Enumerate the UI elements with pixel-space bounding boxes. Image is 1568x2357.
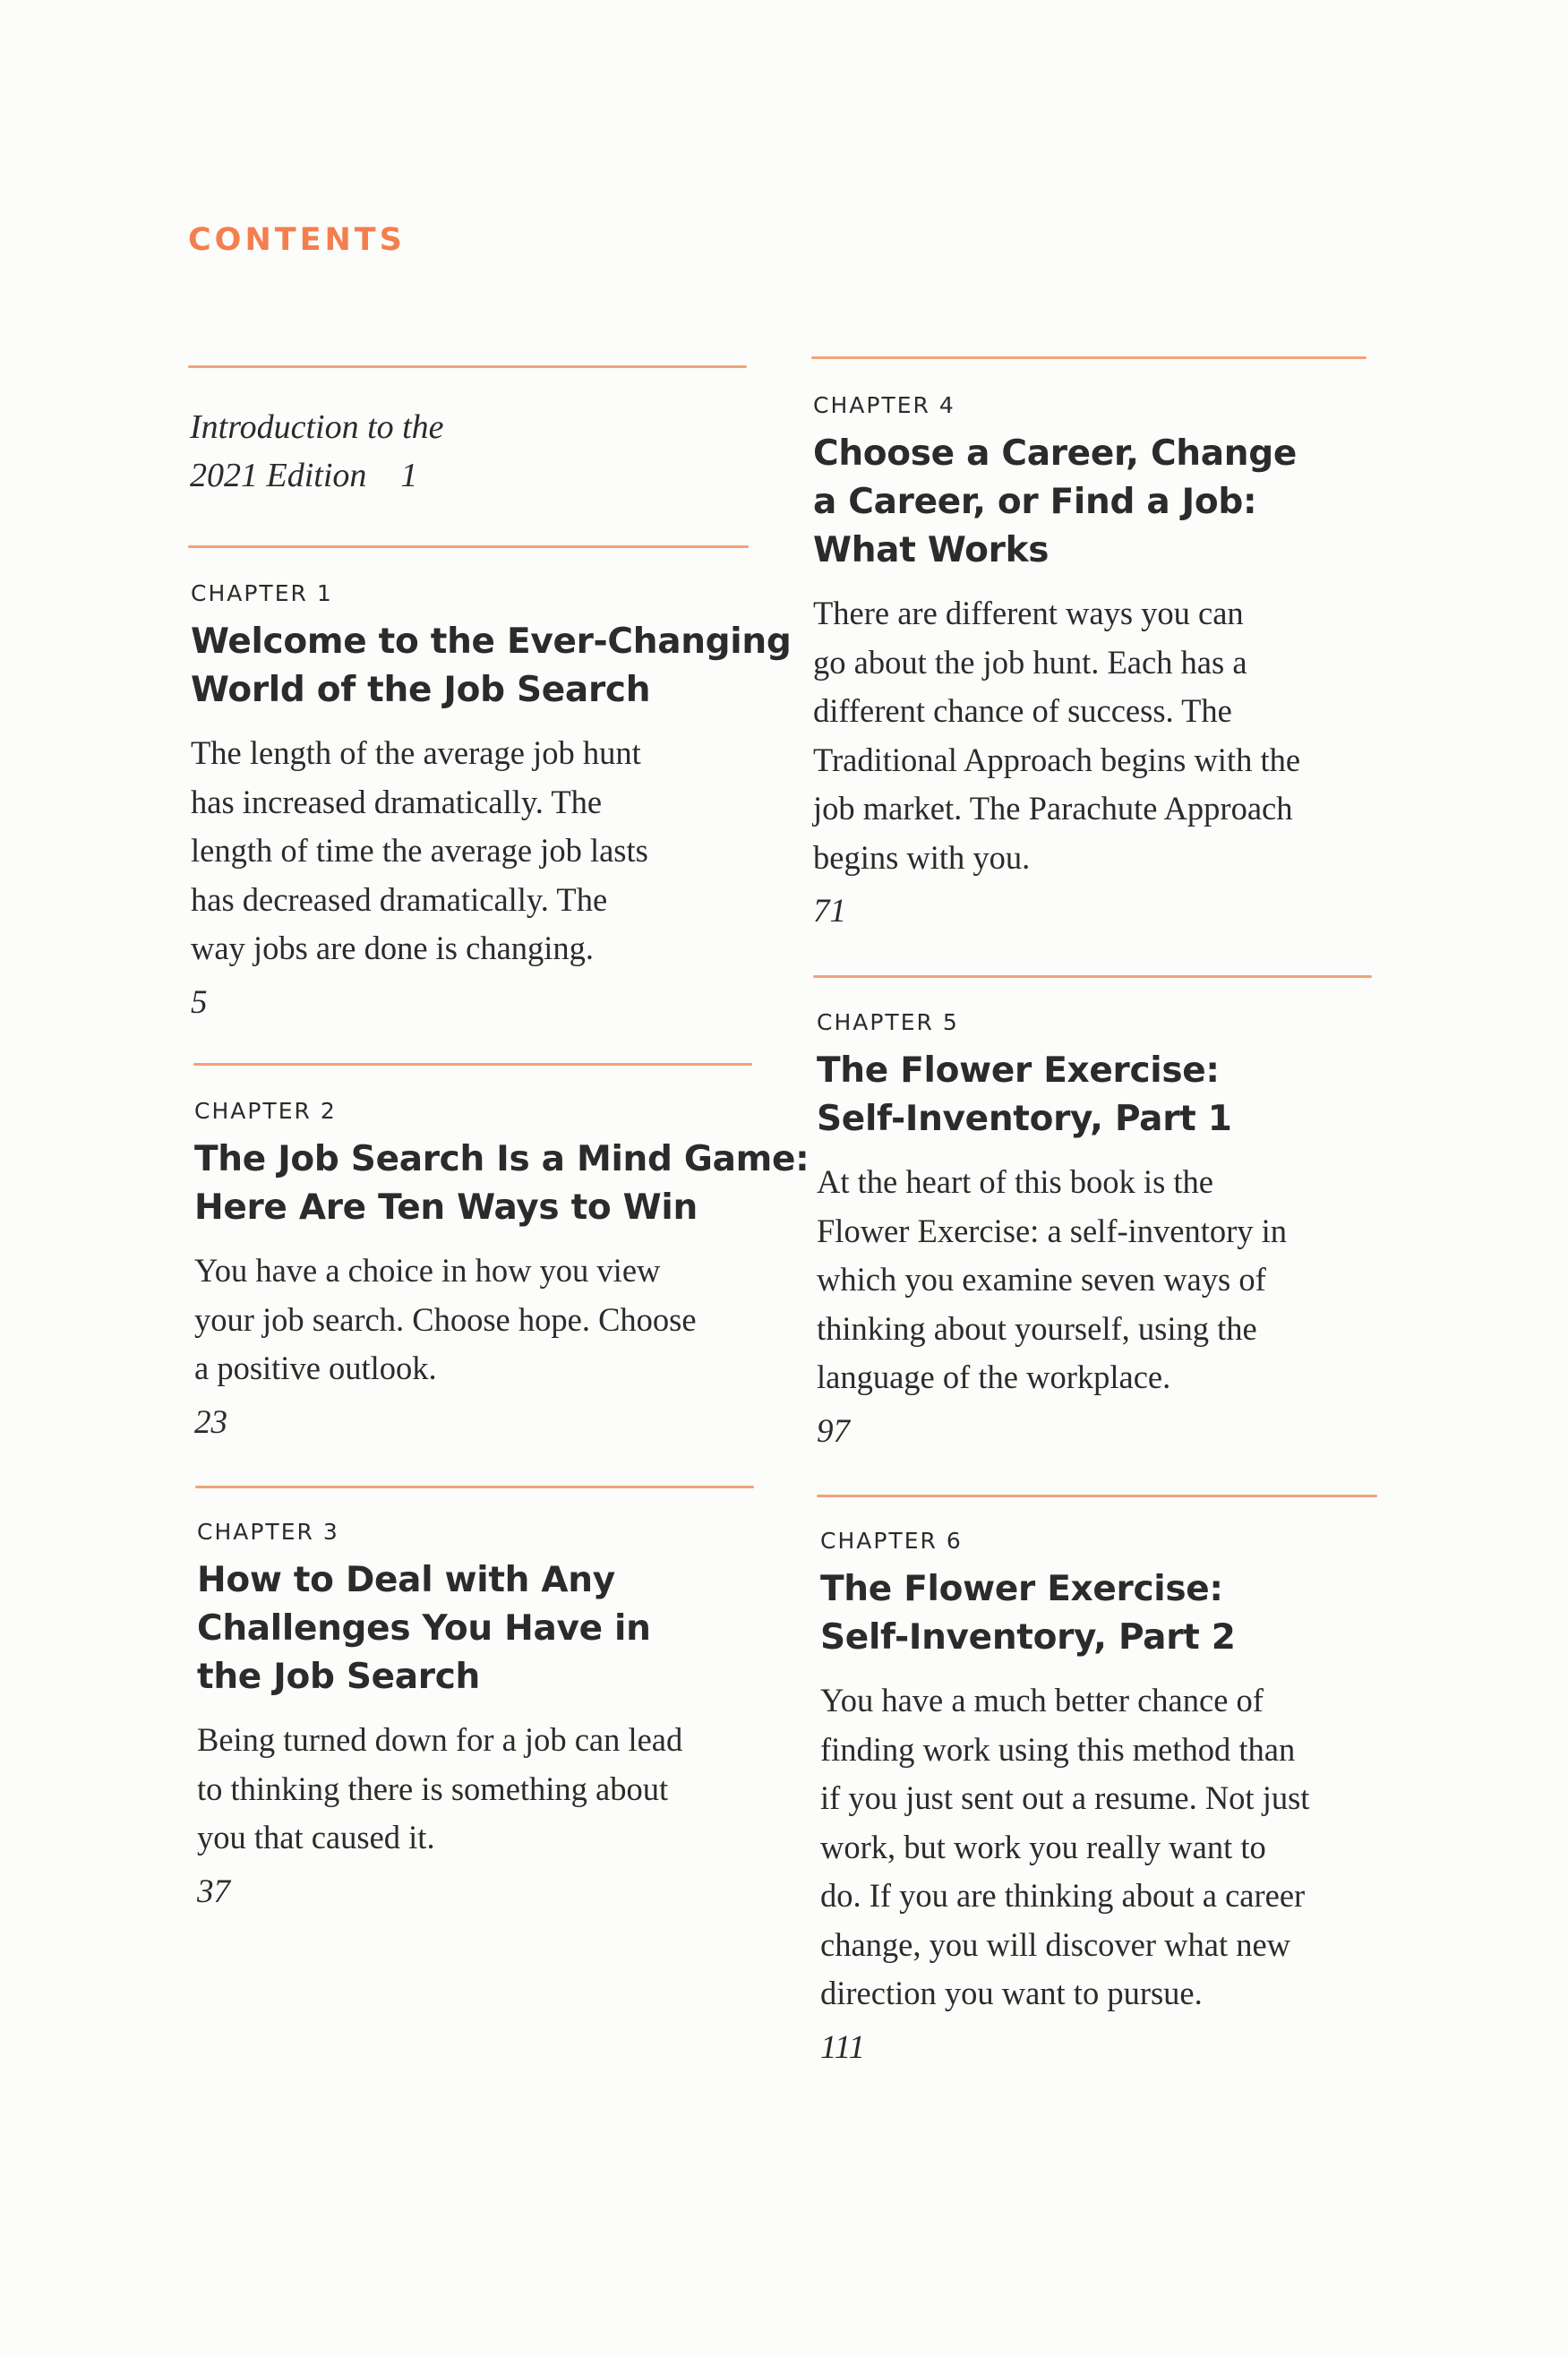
chapter-summary-line: way jobs are done is changing.	[191, 930, 595, 966]
chapter-title-line: How to Deal with Any	[197, 1560, 615, 1600]
chapter-title-line: Welcome to the Ever-Changing	[191, 621, 792, 662]
chapter-summary-line: There are different ways you can	[813, 595, 1244, 631]
toc-entry-chapter-6[interactable]	[820, 1528, 1393, 2072]
chapter-summary-line: has decreased dramatically. The	[191, 880, 608, 918]
chapter-label: CHAPTER 6	[820, 1528, 963, 1554]
chapter-summary-line: thinking about yourself, using the	[817, 1309, 1257, 1347]
chapter-summary	[197, 1716, 770, 1863]
chapter-page-number: 23	[194, 1403, 227, 1441]
chapter-summary	[817, 1158, 1390, 1402]
chapter-summary-line: Traditional Approach begins with the	[813, 741, 1301, 778]
chapter-title	[820, 1565, 1393, 1662]
toc-entry-chapter-1[interactable]	[191, 580, 792, 1027]
chapter-summary-line: language of the workplace.	[817, 1358, 1171, 1395]
chapter-title-line: The Flower Exercise:	[820, 1569, 1223, 1609]
chapter-summary-line: length of time the average job lasts	[191, 832, 648, 869]
chapter-title-line: a Career, or Find a Job:	[813, 482, 1257, 522]
chapter-summary-line: job market. The Parachute Approach	[813, 790, 1293, 827]
chapter-title	[817, 1047, 1390, 1144]
chapter-page-number: 71	[813, 893, 846, 930]
chapter-summary-line: you that caused it.	[197, 1819, 435, 1856]
chapter-summary-line: different chance of success. The	[813, 692, 1232, 729]
chapter-summary-line: a positive outlook.	[194, 1350, 437, 1386]
chapter-summary-line: if you just sent out a resume. Not just	[820, 1779, 1310, 1816]
intro-title-line-1: Introduction to the	[190, 408, 444, 446]
toc-entry-chapter-2[interactable]	[194, 1098, 810, 1447]
chapter-title	[194, 1136, 810, 1232]
divider	[193, 1063, 752, 1066]
chapter-summary-line: which you examine seven ways of	[817, 1261, 1266, 1298]
chapter-summary-line: begins with you.	[813, 838, 1031, 876]
chapter-title-line: Self-Inventory, Part 1	[817, 1099, 1232, 1139]
chapter-summary-line: change, you will discover what new	[820, 1925, 1291, 1963]
chapter-summary-line: your job search. Choose hope. Choose	[194, 1300, 697, 1338]
chapter-summary-line: You have a choice in how you view	[194, 1252, 661, 1289]
contents-heading: CONTENTS	[188, 222, 406, 258]
chapter-label: CHAPTER 4	[813, 392, 955, 418]
chapter-summary-line: do. If you are thinking about a career	[820, 1877, 1306, 1914]
chapter-summary	[813, 589, 1386, 882]
chapter-label: CHAPTER 1	[191, 580, 333, 606]
chapter-title	[191, 618, 792, 715]
divider	[813, 975, 1372, 978]
chapter-summary-line: The length of the average job hunt	[191, 734, 641, 771]
chapter-page-number: 5	[191, 983, 208, 1021]
chapter-summary	[191, 729, 764, 973]
toc-entry-chapter-4[interactable]	[813, 392, 1386, 936]
chapter-summary-line: work, but work you really want to	[820, 1828, 1266, 1865]
chapter-title-line: The Flower Exercise:	[817, 1050, 1220, 1091]
divider	[817, 1495, 1377, 1497]
chapter-summary-line: Flower Exercise: a self-inventory in	[817, 1212, 1288, 1249]
chapter-label: CHAPTER 5	[817, 1009, 959, 1035]
toc-entry-chapter-5[interactable]	[817, 1009, 1390, 1456]
chapter-summary-line: has increased dramatically. The	[191, 783, 603, 820]
chapter-summary-line: You have a much better chance of	[820, 1682, 1264, 1718]
chapter-summary	[194, 1247, 767, 1393]
intro-page-number: 1	[400, 457, 418, 494]
chapter-label: CHAPTER 3	[197, 1519, 339, 1545]
divider	[188, 545, 749, 548]
intro-title-line-2: 2021 Edition	[190, 457, 367, 494]
chapter-page-number: 97	[817, 1412, 850, 1450]
chapter-summary	[820, 1676, 1393, 2018]
chapter-title-line: What Works	[813, 530, 1050, 570]
chapter-title-line: Self-Inventory, Part 2	[820, 1617, 1236, 1658]
divider	[811, 356, 1367, 359]
chapter-title-line: Here Are Ten Ways to Win	[194, 1187, 698, 1228]
divider	[195, 1486, 754, 1488]
divider	[188, 365, 747, 368]
chapter-title-line: Challenges You Have in	[197, 1608, 651, 1649]
chapter-summary-line: Being turned down for a job can lead	[197, 1721, 683, 1758]
chapter-summary-line: direction you want to pursue.	[820, 1975, 1203, 2011]
chapter-label: CHAPTER 2	[194, 1098, 337, 1124]
toc-entry-chapter-3[interactable]	[197, 1519, 770, 1916]
chapter-summary-line: At the heart of this book is the	[817, 1163, 1213, 1200]
chapter-page-number: 37	[197, 1873, 230, 1910]
chapter-summary-line: finding work using this method than	[820, 1730, 1296, 1768]
chapter-page-number: 111	[820, 2028, 866, 2066]
chapter-title-line: the Job Search	[197, 1657, 481, 1697]
chapter-summary-line: to thinking there is something about	[197, 1770, 669, 1807]
chapter-title	[197, 1556, 770, 1701]
chapter-summary-line: go about the job hunt. Each has a	[813, 643, 1247, 681]
chapter-title-line: The Job Search Is a Mind Game:	[194, 1139, 810, 1179]
chapter-title-line: Choose a Career, Change	[813, 433, 1298, 474]
toc-entry-introduction[interactable]	[190, 403, 763, 500]
chapter-title	[813, 430, 1386, 575]
chapter-title-line: World of the Job Search	[191, 670, 651, 710]
